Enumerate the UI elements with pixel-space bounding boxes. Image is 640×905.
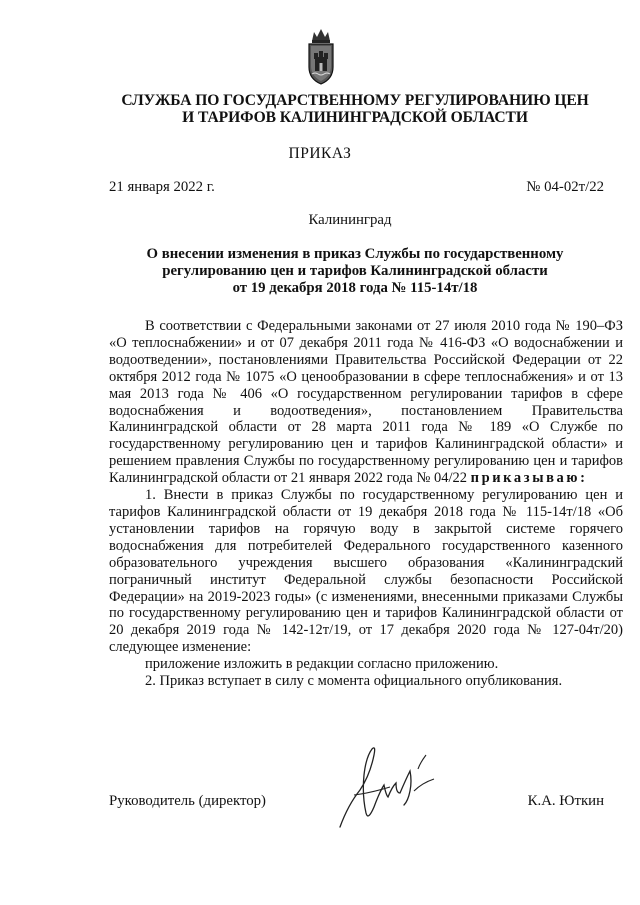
agency-name [60, 92, 640, 126]
item-1-continuation: приложение изложить в редакции согласно приложению. [145, 656, 499, 673]
preamble-paragraph [109, 318, 623, 487]
agency-name-line1: СЛУЖБА ПО ГОСУДАРСТВЕННОМУ РЕГУЛИРОВАНИЮ ЦЕН [121, 92, 589, 109]
subject-line2: регулированию цен и тарифов Калининградской области [162, 263, 548, 279]
subject-line1: О внесении изменения в приказ Службы по государственному [146, 246, 564, 262]
signer-name: К.А. Юткин [527, 793, 604, 809]
order-word: приказываю: [470, 470, 588, 487]
document-date: 21 января 2022 г. [109, 179, 215, 195]
signer-title: Руководитель (директор) [109, 793, 266, 809]
preamble-text: В соответствии с Федеральными законами от 27 июля 2010 года № 190–ФЗ «О теплоснабжении» и от 07 декабря 2011 года № 416-ФЗ «О водоснабжении и водоотведении», постановлениями Правительства Российской Федерации от 22 октября 2012 года № 1075 «О ценообразовании в сфере теплоснабжения» и от 13 мая 2013 года № 406 «О государственном регулировании тарифов в сфере водоснабжения и водоотведения», постановлением Правительства Калининградской области от 28 марта 2011 года № 189 «О Службе по государственному регулированию цен и тарифов Калининградской области» и решением правления Службы по государственному регулированию цен и тарифов Калининградской области от 21 января 2022 года № 04/22 [109, 318, 623, 487]
document-city: Калининград [308, 212, 392, 228]
agency-name-line2: И ТАРИФОВ КАЛИНИНГРАДСКОЙ ОБЛАСТИ [182, 109, 528, 126]
document-type: ПРИКАЗ [288, 145, 352, 162]
handwritten-signature-icon [330, 735, 450, 835]
document-body [109, 318, 623, 690]
document-subject [70, 246, 640, 297]
coat-of-arms-icon [305, 27, 337, 87]
subject-line3: от 19 декабря 2018 года № 115-14т/18 [232, 280, 478, 296]
document-number: № 04-02т/22 [526, 179, 604, 195]
item-1-paragraph: 1. Внести в приказ Службы по государственному регулированию цен и тарифов Калининградской области от 19 декабря 2018 года № 115-14т/18 «Об установлении тарифов на горячую воду в закрытой системе горячего водоснабжения для потребителей Федерального государственного казенного образовательного учреждения высшего образования «Калининградский пограничный институт Федеральной службы безопасности Российской Федерации» на 2019-2023 годы» (с изменениями, внесенными приказами Службы по государственному регулированию цен и тарифов Калининградской области от 20 декабря 2019 года № 142-12т/19, от 17 декабря 2020 года № 127-04т/20) следующее изменение: [109, 487, 623, 656]
item-2-paragraph: 2. Приказ вступает в силу с момента официального опубликования. [145, 673, 563, 690]
